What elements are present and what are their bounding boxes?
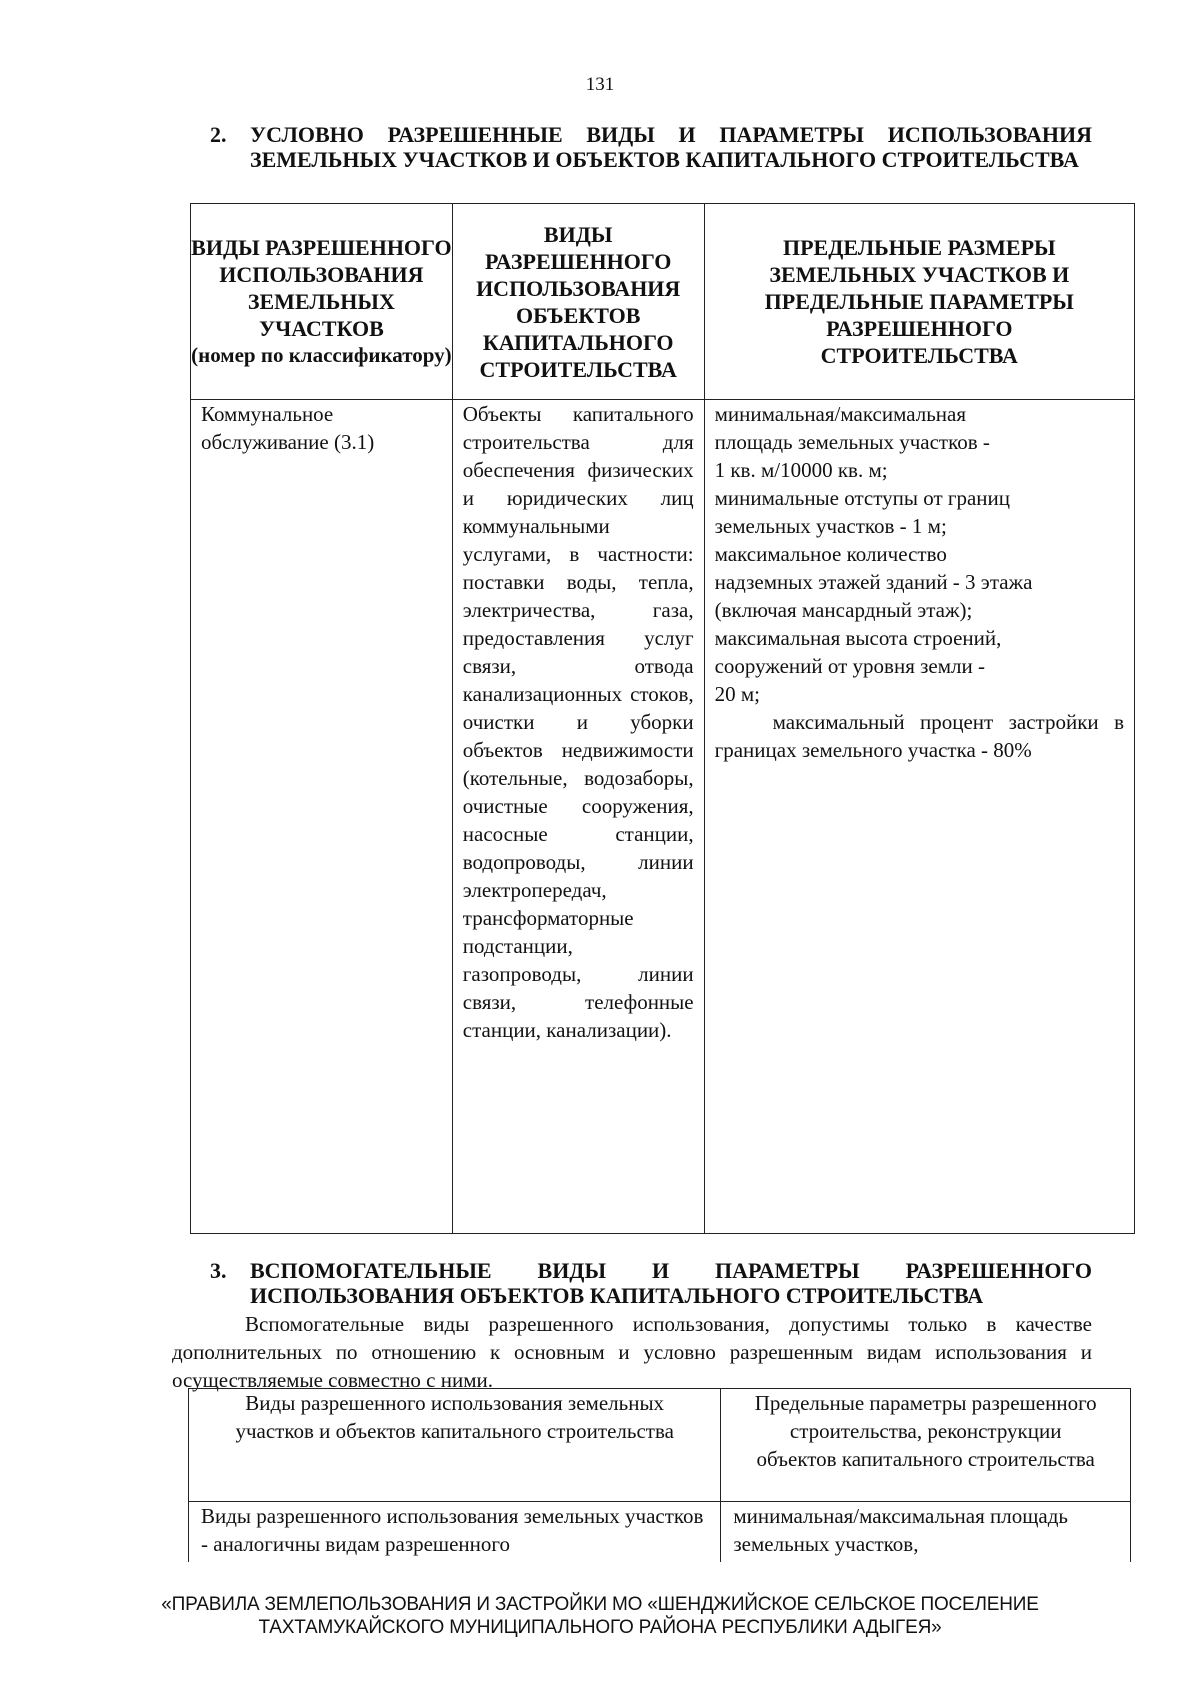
section-3-number: 3. xyxy=(210,1258,227,1283)
page-number: 131 xyxy=(585,74,615,95)
footer-line-2: ТАХТАМУКАЙСКОГО МУНИЦИПАЛЬНОГО РАЙОНА РЕСПУБЛИКИ АДЫГЕЯ» xyxy=(258,1617,942,1638)
section-2-heading: УСЛОВНО РАЗРЕШЕННЫЕ ВИДЫ И ПАРАМЕТРЫ ИСПОЛЬЗОВАНИЯ ЗЕМЕЛЬНЫХ УЧАСТКОВ И ОБЪЕКТОВ КАПИТАЛЬНОГО СТРОИТЕЛЬСТВА xyxy=(250,122,1092,172)
header-limit-parameters xyxy=(704,204,1134,400)
page-footer xyxy=(0,1593,1200,1639)
section-2-number: 2. xyxy=(210,122,227,147)
section-2-title xyxy=(210,122,1092,202)
table-row xyxy=(189,1502,1131,1563)
footer-line-1: «ПРАВИЛА ЗЕМЛЕПОЛЬЗОВАНИЯ И ЗАСТРОЙКИ МО «ШЕНДЖИЙСКОЕ СЕЛЬСКОЕ ПОСЕЛЕНИЕ xyxy=(161,1594,1039,1615)
table-header-row xyxy=(191,204,1135,400)
header-land-use-types xyxy=(191,204,453,400)
limit-parameters-lines: минимальная/максимальная площадь земельных участков - 1 кв. м/10000 кв. м; минимальные отступы от границ земельных участков - 1 м; максимальное количество надземных этажей зданий - 3 этажа (включая мансардный этаж); максимальная высота строений, сооружений от уровня земли - 20 м; максимальный процент застройки в границах земельного участка - 80% xyxy=(714,402,1124,762)
table-row xyxy=(191,400,1135,1234)
cell-construction-objects: Объекты капитального строительства для обеспечения физических и юридических лиц коммунальными услугами, в частности: поставки воды, тепла, электричества, газа, предоставления услуг связи, отвода канализационных стоков, очистки и уборки объектов недвижимости (котельные, водозаборы, очистные сооружения, насосные станции, водопроводы, линии электропередач, трансформаторные подстанции, газопроводы, линии связи, телефонные станции, канализации). xyxy=(452,400,704,1234)
cell-aux-use: Виды разрешенного использования земельных участков - аналогичны видам разрешенного xyxy=(189,1502,721,1563)
auxiliary-uses-paragraph: Вспомогательные виды разрешенного использования, допустимы только в качестве дополнительных по отношению к основным и условно разрешенным видам использования и осуществляемые совместно с ними. xyxy=(172,1312,1092,1392)
cell-limit-parameters xyxy=(704,400,1134,1234)
building-percentage-text: максимальный процент застройки в границах земельного участка - 80% xyxy=(714,710,1124,762)
header-construction-use-types-text: ВИДЫ РАЗРЕШЕННОГО ИСПОЛЬЗОВАНИЯ ОБЪЕКТОВ КАПИТАЛЬНОГО СТРОИТЕЛЬСТВА xyxy=(476,221,681,382)
section-3-title xyxy=(210,1258,1092,1310)
cell-land-use: Коммунальное обслуживание (3.1) xyxy=(191,400,453,1234)
table-header-row xyxy=(189,1389,1131,1502)
header-aux-limit-parameters: Предельные параметры разрешенного строительства, реконструкции объектов капитального строительства xyxy=(721,1389,1131,1502)
header-limit-parameters-text: ПРЕДЕЛЬНЫЕ РАЗМЕРЫ ЗЕМЕЛЬНЫХ УЧАСТКОВ И ПРЕДЕЛЬНЫЕ ПАРАМЕТРЫ РАЗРЕШЕННОГО СТРОИТЕЛЬСТВА xyxy=(764,235,1074,368)
section-3-heading: ВСПОМОГАТЕЛЬНЫЕ ВИДЫ И ПАРАМЕТРЫ РАЗРЕШЕННОГО ИСПОЛЬЗОВАНИЯ ОБЪЕКТОВ КАПИТАЛЬНОГО СТРОИТЕЛЬСТВА xyxy=(250,1258,1092,1308)
header-aux-use-types: Виды разрешенного использования земельных участков и объектов капитального строительства xyxy=(189,1389,721,1502)
header-land-use-types-text: ВИДЫ РАЗРЕШЕННОГО ИСПОЛЬЗОВАНИЯ ЗЕМЕЛЬНЫХ УЧАСТКОВ xyxy=(191,235,452,341)
cell-aux-parameters: минимальная/максимальная площадь земельных участков, xyxy=(721,1502,1131,1563)
header-construction-use-types xyxy=(452,204,704,400)
auxiliary-uses-table xyxy=(188,1388,1131,1562)
conditional-uses-table xyxy=(190,203,1135,1234)
header-classifier-note: (номер по классификатору) xyxy=(191,343,452,367)
